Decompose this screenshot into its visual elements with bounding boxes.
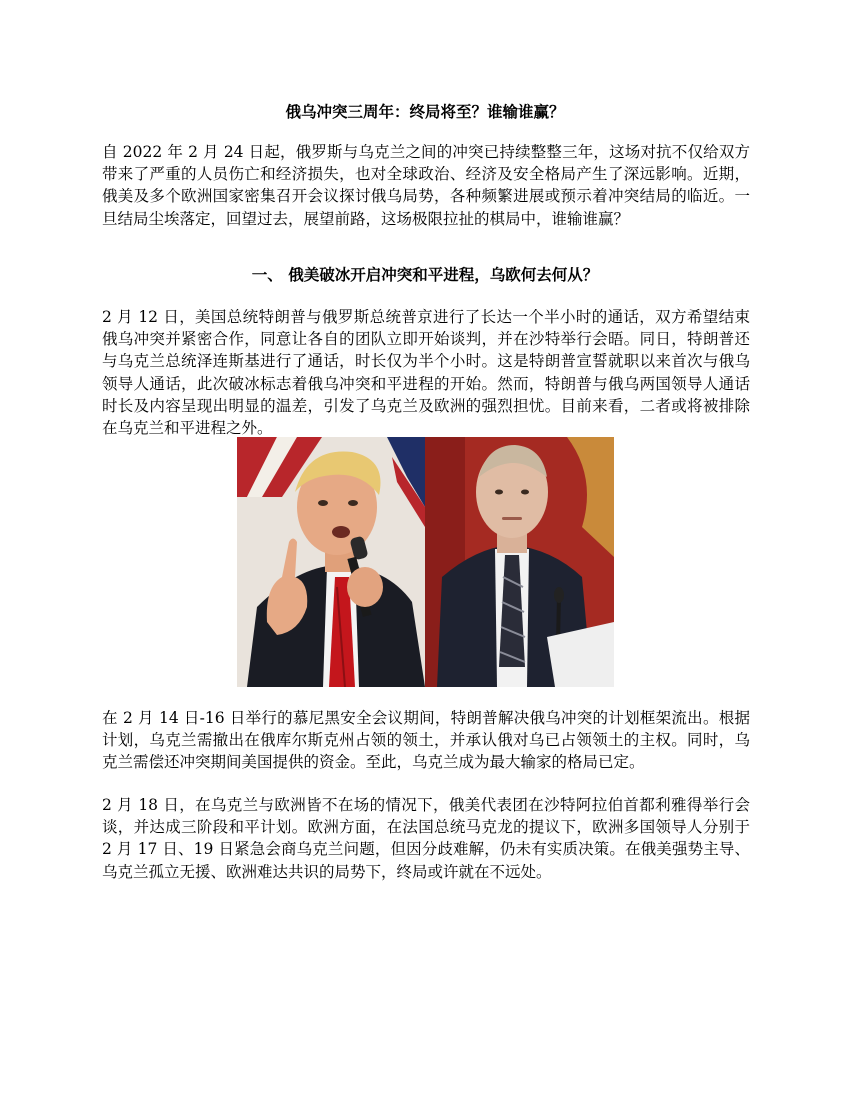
left-portrait [237,437,425,687]
body-paragraph: 2 月 18 日，在乌克兰与欧洲皆不在场的情况下，俄美代表团在沙特阿拉伯首都利雅得举行会谈，并达成三阶段和平计划。欧洲方面，在法国总统马克龙的提议下，欧洲多国领导人分别于 2 月 17 日、19 日紧急会商乌克兰问题，但因分歧难解，仍未有实质决策。在俄美强势主导、乌克兰孤立无援、欧洲难达共识的局势下，终局或许就在不远处。 [102,796,750,881]
right-portrait [425,437,614,687]
body-paragraph: 在 2 月 14 日-16 日举行的慕尼黑安全会议期间，特朗普解决俄乌冲突的计划框架流出。根据计划，乌克兰需撤出在俄库尔斯克州占领的领土，并承认俄对乌已占领领土的主权。同时，乌克兰需偿还冲突期间美国提供的资金。至此，乌克兰成为最大输家的格局已定。 [102,709,750,772]
intro-paragraph: 自 2022 年 2 月 24 日起，俄罗斯与乌克兰之间的冲突已持续整整三年，这场对抗不仅给双方带来了严重的人员伤亡和经济损失，也对全球政治、经济及安全格局产生了深远影响。近期，俄美及多个欧洲国家密集召开会议探讨俄乌局势，各种频繁进展或预示着冲突结局的临近。一旦结局尘埃落定，回望过去，展望前路，这场极限拉扯的棋局中，谁输谁赢？ [102,143,750,228]
section-heading: 一、 俄美破冰开启冲突和平进程，乌欧何去何从？ [251,265,599,284]
leaders-photo [237,437,614,687]
document-title: 俄乌冲突三周年：终局将至？谁输谁赢？ [285,102,565,121]
body-paragraph: 2 月 12 日，美国总统特朗普与俄罗斯总统普京进行了长达一个半小时的通话，双方希望结束俄乌冲突并紧密合作，同意让各自的团队立即开始谈判，并在沙特举行会晤。同日，特朗普还与乌克兰总统泽连斯基进行了通话，时长仅为半个小时。这是特朗普宣誓就职以来首次与俄乌领导人通话，此次破冰标志着俄乌冲突和平进程的开始。然而，特朗普与俄乌两国领导人通话时长及内容呈现出明显的温差，引发了乌克兰及欧洲的强烈担忧。目前来看，二者或将被排除在乌克兰和平进程之外。 [102,308,750,438]
